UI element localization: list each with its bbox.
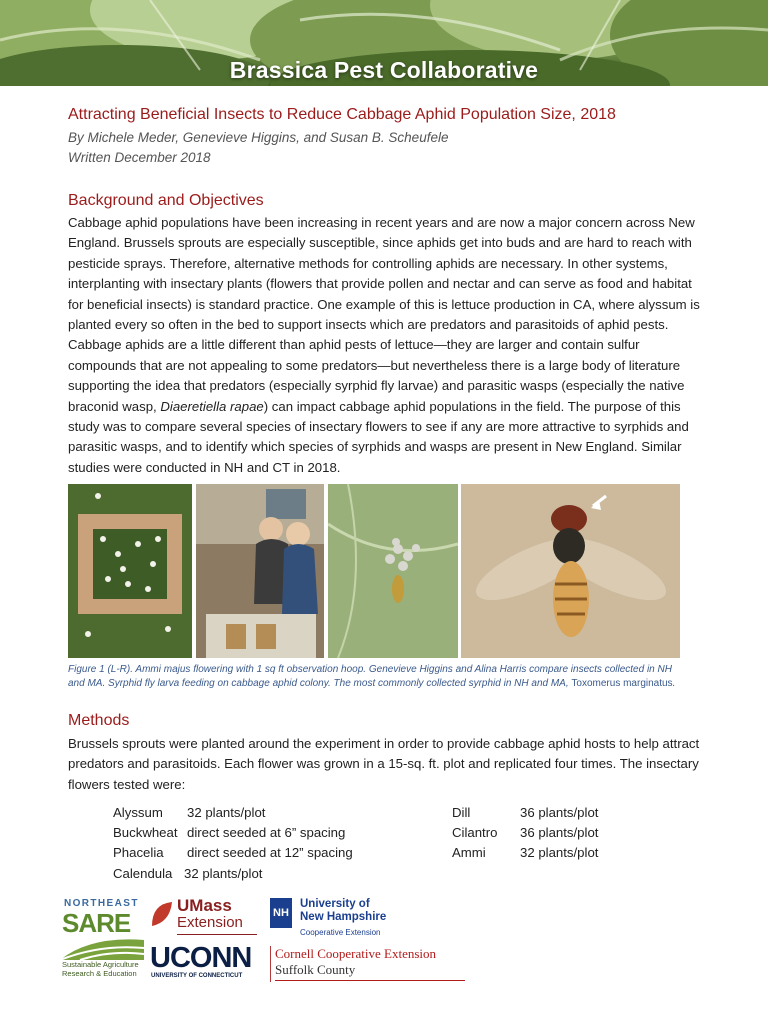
flower-detail: direct seeded at 6” spacing <box>187 825 346 840</box>
cornell-line-2: Suffolk County <box>275 962 356 977</box>
page-title: Attracting Beneficial Insects to Reduce Cabbage Aphid Population Size, 2018 <box>68 106 616 123</box>
caption-species: Toxomerus marginatus <box>571 678 673 689</box>
authors-line: By Michele Meder, Genevieve Higgins, and Susan B. Scheufele <box>68 130 449 145</box>
syrphid-larva-photo <box>328 484 458 658</box>
flower-name: Cilantro <box>452 825 498 840</box>
flower-name: Alyssum <box>113 805 163 820</box>
written-date: Written December 2018 <box>68 150 211 165</box>
flower-list <box>0 805 768 895</box>
unh-line-3: Cooperative Extension <box>300 928 381 937</box>
cornell-line-1: Cornell Cooperative Extension <box>275 946 437 961</box>
uconn-logo <box>150 942 266 982</box>
caption-text: Figure 1 (L-R). Ammi majus flowering with 1 sq ft observation hoop. Genevieve Higgins and Alina Harris compare insects collected in NH and MA. Syrphid fly larva feeding on cabbage aphid colony. The most commonly collected syrphid in NH and MA, <box>68 664 672 689</box>
syrphid-fly-photo <box>461 484 680 658</box>
flower-name: Calendula <box>113 866 173 881</box>
cornell-extension-logo <box>270 946 471 982</box>
species-name: Diaeretiella rapae <box>160 398 264 414</box>
figure-caption <box>68 663 688 691</box>
header-banner <box>0 0 768 86</box>
figure-photos <box>68 484 680 658</box>
sare-tagline <box>62 960 139 978</box>
sare-field-icon <box>60 936 144 960</box>
flower-name: Buckwheat <box>113 825 178 840</box>
umass-extension-logo <box>150 896 266 936</box>
umass-underline <box>177 934 257 935</box>
ammi-flowering-photo <box>68 484 192 658</box>
umass-leaf-icon <box>150 900 174 928</box>
sare-wordmark: SARE <box>62 908 131 938</box>
background-text-1: Cabbage aphid populations have been increasing in recent years and are now a major concern across New England. Brussels sprouts are especially susceptible, since aphids get into buds and are hard to reach with pesticide sprays. Therefore, alternative methods for controlling aphids are necessary. In other systems, interplanting with insectary plants (flowers that provide pollen and nectar and can serve as food and habitat for beneficial insects) is standard practice. One example of this is lettuce production in CA, where alyssum is planted every so often in the bed to support insects which are predators and parasitoids of aphid pests. Cabbage aphids are a little different than aphid pests of lettuce—they are larger and contain sulfur compounds that are not appealing to some predators—but nevertheless there is a large body of literature supporting the idea that predators (especially syrphid fly larvae) and parasitic wasps (especially the native braconid wasp, <box>68 215 700 414</box>
uconn-subtitle: UNIVERSITY OF CONNECTICUT <box>151 973 243 979</box>
background-paragraph <box>68 213 704 478</box>
methods-heading: Methods <box>68 712 130 729</box>
umass-wordmark: UMass <box>177 896 232 915</box>
methods-paragraph: Brussels sprouts were planted around the experiment in order to provide cabbage aphid hosts to help attract predators and parasitoids. Each flower was grown in a 15-sq. ft. plot and replicated four times. The insectary flowers tested were: <box>68 736 700 792</box>
flower-name: Phacelia <box>113 845 164 860</box>
background-heading: Background and Objectives <box>68 192 264 209</box>
sare-logo <box>60 898 144 980</box>
flower-detail: 36 plants/plot <box>520 825 599 840</box>
background-text-2: ) can impact cabbage aphid populations in the field. The purpose of this study was to compare several species of insectary flowers to see if any are more attractive to syrphids and parasitic wasps, and to identify which species of syrphids and wasps are present in New England. Similar studies were conducted in NH and CT in 2018. <box>68 398 689 475</box>
researchers-photo <box>196 484 324 658</box>
flower-detail: 32 plants/plot <box>184 866 263 881</box>
unh-shield-icon: NH <box>270 898 292 928</box>
sare-tagline-1: Sustainable Agriculture <box>62 960 139 969</box>
flower-detail: 36 plants/plot <box>520 805 599 820</box>
unh-line-1: University of <box>300 898 370 910</box>
flower-detail: direct seeded at 12” spacing <box>187 845 353 860</box>
umass-extension-label: Extension <box>177 914 243 931</box>
flower-name: Ammi <box>452 845 486 860</box>
caption-end: . <box>672 678 676 689</box>
flower-detail: 32 plants/plot <box>520 845 599 860</box>
unh-line-2: New Hampshire <box>300 911 387 923</box>
unh-logo <box>270 898 410 938</box>
flower-detail: 32 plants/plot <box>187 805 266 820</box>
uconn-wordmark: UCONN <box>150 942 252 974</box>
partner-logos <box>60 894 490 984</box>
banner-title: Brassica Pest Collaborative <box>229 57 539 83</box>
flower-name: Dill <box>452 805 471 820</box>
sare-northeast-label: NORTHEAST <box>64 898 139 909</box>
cornell-underline <box>275 980 465 981</box>
sare-tagline-2: Research & Education <box>62 969 137 978</box>
